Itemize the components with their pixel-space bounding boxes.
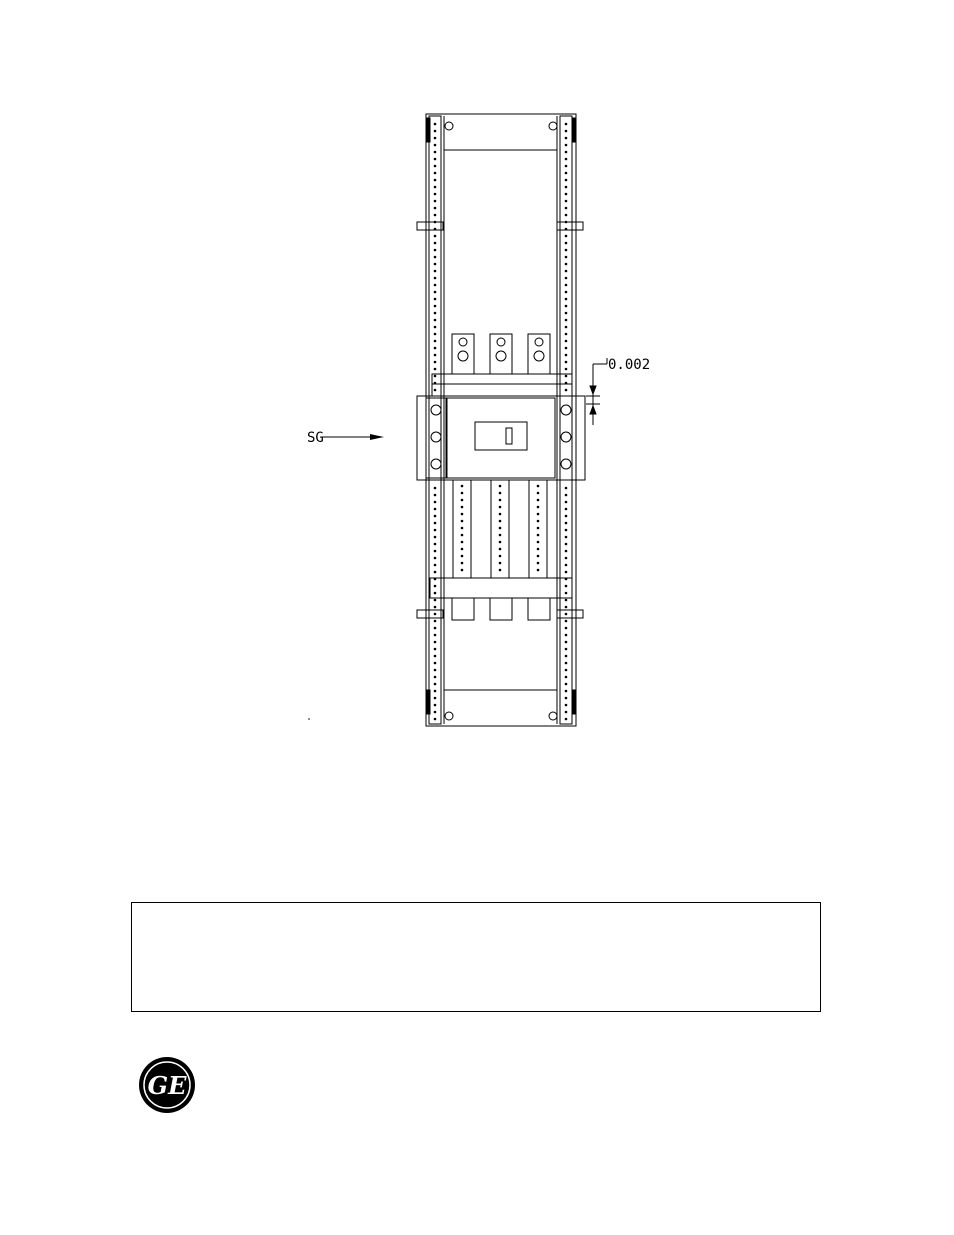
rail-hole <box>434 137 437 140</box>
rail-hole <box>565 158 568 161</box>
rail-hole <box>434 522 437 525</box>
rail-hole <box>565 165 568 168</box>
bus-hole <box>537 569 540 572</box>
rail-hole <box>565 690 568 693</box>
bus-hole <box>461 485 464 488</box>
rail-hole <box>434 613 437 616</box>
rail-hole <box>565 522 568 525</box>
bus-hole <box>499 562 502 565</box>
rail-hole <box>565 312 568 315</box>
rail-hole <box>565 557 568 560</box>
rail-hole <box>434 130 437 133</box>
rail-hole <box>565 634 568 637</box>
rail-hole <box>434 550 437 553</box>
rail-hole <box>434 529 437 532</box>
rail-hole <box>565 669 568 672</box>
rail-hole <box>434 669 437 672</box>
rail-hole <box>434 326 437 329</box>
rail-hole <box>565 340 568 343</box>
bus-hole <box>537 562 540 565</box>
bus-hole <box>499 499 502 502</box>
rail-hole <box>565 627 568 630</box>
rail-hole <box>434 214 437 217</box>
rail-hole <box>565 221 568 224</box>
rail-hole <box>434 641 437 644</box>
rail-hole <box>565 613 568 616</box>
rail-hole <box>434 179 437 182</box>
bus-hole <box>537 534 540 537</box>
rail-hole <box>565 508 568 511</box>
rail-hole <box>565 606 568 609</box>
rail-hole <box>565 529 568 532</box>
rail-hole <box>434 676 437 679</box>
rail-hole <box>434 256 437 259</box>
rail-hole <box>434 207 437 210</box>
bus-hole <box>499 541 502 544</box>
rail-hole <box>434 186 437 189</box>
bus-hole <box>461 513 464 516</box>
bus-hole <box>461 569 464 572</box>
rail-hole <box>434 312 437 315</box>
ge-logo-text: GE <box>147 1071 187 1100</box>
rail-hole <box>434 193 437 196</box>
rail-hole <box>565 123 568 126</box>
rail-hole <box>434 242 437 245</box>
bus-hole <box>537 541 540 544</box>
rail-hole <box>434 340 437 343</box>
rail-hole <box>565 655 568 658</box>
rail-hole <box>434 235 437 238</box>
rail-hole <box>434 354 437 357</box>
rail-hole <box>434 277 437 280</box>
rail-hole <box>565 571 568 574</box>
bus-hole <box>537 513 540 516</box>
bus-hole <box>537 520 540 523</box>
bus-hole <box>499 506 502 509</box>
rail-hole <box>565 501 568 504</box>
rail-hole <box>565 319 568 322</box>
rail-hole <box>434 592 437 595</box>
rail-hole <box>565 333 568 336</box>
rail-hole <box>434 158 437 161</box>
rail-hole <box>565 375 568 378</box>
rail-hole <box>565 536 568 539</box>
rail-hole <box>565 564 568 567</box>
rail-hole <box>565 585 568 588</box>
rail-hole <box>565 270 568 273</box>
upper-lugs <box>432 334 572 396</box>
breaker-handle-window <box>475 422 527 450</box>
rail-hole <box>434 123 437 126</box>
rail-hole <box>565 284 568 287</box>
rail-hole <box>434 151 437 154</box>
rail-hole <box>565 256 568 259</box>
rail-hole <box>565 662 568 665</box>
rail-hole <box>434 697 437 700</box>
rail-hole <box>565 683 568 686</box>
bus-hole <box>537 527 540 530</box>
bus-hole <box>499 527 502 530</box>
bus-hole <box>499 513 502 516</box>
side-label: SG <box>307 430 324 446</box>
rail-hole <box>565 277 568 280</box>
rail-hole <box>565 620 568 623</box>
bus-hole <box>461 555 464 558</box>
rail-hole <box>434 515 437 518</box>
rail-hole <box>434 683 437 686</box>
rail-hole <box>565 179 568 182</box>
bus-bar-holes <box>461 485 540 572</box>
rail-hole <box>434 634 437 637</box>
bus-hole <box>537 485 540 488</box>
bus-hole <box>499 492 502 495</box>
rail-hole <box>434 200 437 203</box>
rail-hole <box>565 144 568 147</box>
rail-hole <box>565 291 568 294</box>
rail-hole <box>434 172 437 175</box>
rail-hole <box>434 494 437 497</box>
rail-hole <box>565 214 568 217</box>
rail-hole <box>565 305 568 308</box>
rail-hole <box>434 620 437 623</box>
rail-hole <box>565 242 568 245</box>
rail-hole <box>565 200 568 203</box>
rail-hole <box>565 543 568 546</box>
lower-bus-bars <box>430 480 572 620</box>
bus-hole <box>461 520 464 523</box>
rail-hole <box>565 641 568 644</box>
rail-hole <box>565 207 568 210</box>
rail-hole <box>434 361 437 364</box>
rail-hole <box>434 585 437 588</box>
rail-hole <box>434 704 437 707</box>
rail-hole <box>434 557 437 560</box>
rail-hole <box>565 249 568 252</box>
bus-hole <box>537 499 540 502</box>
rail-hole <box>434 270 437 273</box>
rail-hole <box>565 326 568 329</box>
rail-hole <box>565 704 568 707</box>
rail-hole <box>565 298 568 301</box>
panel-frame <box>417 114 583 726</box>
rail-hole <box>434 508 437 511</box>
rail-hole <box>565 193 568 196</box>
rail-hole <box>434 599 437 602</box>
rail-hole <box>434 389 437 392</box>
rail-hole <box>434 228 437 231</box>
rail-hole <box>565 354 568 357</box>
rail-hole <box>434 144 437 147</box>
rail-hole <box>565 599 568 602</box>
gap-dimension-callout <box>586 358 607 425</box>
rail-hole <box>434 718 437 721</box>
rail-hole <box>434 347 437 350</box>
bus-hole <box>537 548 540 551</box>
bus-hole <box>537 492 540 495</box>
bus-hole <box>461 541 464 544</box>
rail-hole <box>434 165 437 168</box>
rail-hole <box>434 564 437 567</box>
rail-hole <box>434 298 437 301</box>
bus-hole <box>499 520 502 523</box>
bus-hole <box>499 534 502 537</box>
rail-hole <box>434 662 437 665</box>
rail-hole <box>565 137 568 140</box>
bus-hole <box>499 569 502 572</box>
rail-hole <box>565 389 568 392</box>
bus-hole <box>461 548 464 551</box>
rail-hole <box>565 361 568 364</box>
rail-hole <box>565 592 568 595</box>
rail-hole <box>565 186 568 189</box>
rail-hole <box>434 648 437 651</box>
rail-hole <box>434 305 437 308</box>
bus-hole <box>499 485 502 488</box>
rail-hole <box>434 690 437 693</box>
rail-hole <box>434 333 437 336</box>
bus-hole <box>499 555 502 558</box>
ge-logo <box>137 1055 197 1115</box>
bus-hole <box>461 534 464 537</box>
bus-hole <box>537 555 540 558</box>
rail-hole <box>565 347 568 350</box>
rail-hole <box>434 263 437 266</box>
rail-hole <box>565 711 568 714</box>
rail-hole <box>434 655 437 658</box>
rail-hole <box>565 487 568 490</box>
rail-hole <box>434 319 437 322</box>
rail-hole <box>434 627 437 630</box>
bus-hole <box>537 506 540 509</box>
rail-hole <box>565 172 568 175</box>
rail-hole <box>565 151 568 154</box>
rail-hole <box>565 648 568 651</box>
rail-hole <box>434 711 437 714</box>
bus-hole <box>461 527 464 530</box>
rail-hole <box>434 375 437 378</box>
rail-hole <box>565 494 568 497</box>
rail-hole <box>434 291 437 294</box>
bus-hole <box>461 506 464 509</box>
rail-hole <box>565 130 568 133</box>
gap-dimension-label: 0.002 <box>608 357 651 373</box>
rail-hole <box>565 515 568 518</box>
bus-hole <box>461 562 464 565</box>
rail-hole <box>565 697 568 700</box>
rail-hole <box>434 536 437 539</box>
rail-hole <box>434 606 437 609</box>
rail-hole <box>434 249 437 252</box>
rail-hole <box>434 501 437 504</box>
rail-hole <box>565 263 568 266</box>
rail-hole <box>434 543 437 546</box>
rail-hole <box>565 676 568 679</box>
rail-hole <box>434 571 437 574</box>
rail-hole <box>434 284 437 287</box>
rail-hole <box>565 718 568 721</box>
side-arrow <box>322 434 384 440</box>
bus-hole <box>461 492 464 495</box>
bus-hole <box>499 548 502 551</box>
rail-hole <box>565 550 568 553</box>
rail-hole <box>434 221 437 224</box>
rail-hole <box>565 368 568 371</box>
rail-hole <box>434 368 437 371</box>
notice-box <box>131 902 821 1012</box>
rail-hole <box>434 487 437 490</box>
rail-hole <box>565 228 568 231</box>
rail-hole <box>565 235 568 238</box>
bus-hole <box>461 499 464 502</box>
